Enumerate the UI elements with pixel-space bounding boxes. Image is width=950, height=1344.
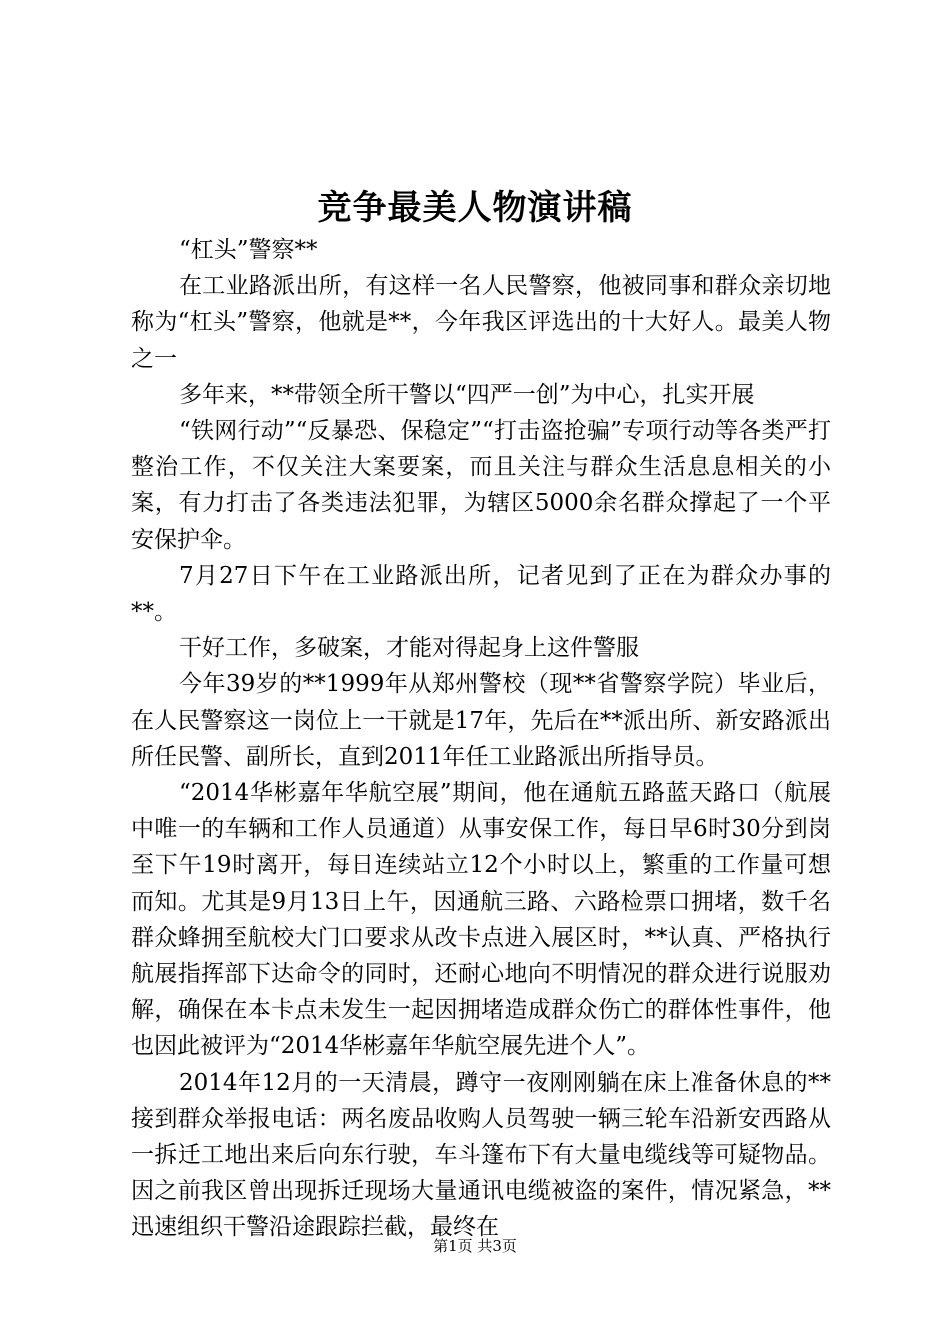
- document-body: [131, 232, 831, 1246]
- paragraph: “2014华彬嘉年华航空展”期间，他在通航五路蓝天路口（航展中唯一的车辆和工作人员通道）从事安保工作，每日早6时30分到岗至下午19时离开，每日连续站立12个小时以上，繁重的工作量可想而知。尤其是9月13日上午，因通航三路、六路检票口拥堵，数千名群众蜂拥至航校大门口要求从改卡点进入展区时，**认真、严格执行航展指挥部下达命令的同时，还耐心地向不明情况的群众进行说服劝解，确保在本卡点未发生一起因拥堵造成群众伤亡的群体性事件，他也因此被评为“2014华彬嘉年华航空展先进个人”。: [131, 780, 831, 1060]
- paragraph: 在工业路派出所，有这样一名人民警察，他被同事和群众亲切地称为“杠头”警察，他就是**，今年我区评选出的十大好人。最美人物之一: [131, 273, 831, 372]
- paragraph: 多年来，**带领全所干警以“四严一创”为中心，扎实开展: [179, 381, 755, 408]
- paragraph: 今年39岁的**1999年从郑州警校（现**省警察学院）毕业后，在人民警察这一岗位上一干就是17年，先后在**派出所、新安路派出所任民警、副所长，直到2011年任工业路派出所指导员。: [131, 671, 831, 770]
- paragraph: 2014年12月的一天清晨，蹲守一夜刚刚躺在床上准备休息的**接到群众举报电话：两名废品收购人员驾驶一辆三轮车沿新安西路从一拆迁工地出来后向东行驶，车斗篷布下有大量电缆线等可疑物品。因之前我区曾出现拆迁现场大量通讯电缆被盗的案件，情况紧急，**迅速组织干警沿途跟踪拦截，最终在: [131, 1069, 831, 1241]
- paragraph: “杠头”警察**: [179, 237, 318, 263]
- paragraph: 7月27日下午在工业路派出所，记者见到了正在为群众办事的**。: [131, 562, 831, 626]
- paragraph: “铁网行动”“反暴恐、保稳定”“打击盗抢骗”专项行动等各类严打整治工作，不仅关注大案要案，而且关注与群众生活息息相关的小案，有力打击了各类违法犯罪，为辖区5000余名群众撑起了一个平安保护伞。: [131, 418, 831, 553]
- paragraph: 干好工作，多破案，才能对得起身上这件警服: [179, 635, 639, 662]
- document-title: 竞争最美人物演讲稿: [317, 188, 633, 228]
- page-footer: 第1页 共3页: [433, 1237, 517, 1255]
